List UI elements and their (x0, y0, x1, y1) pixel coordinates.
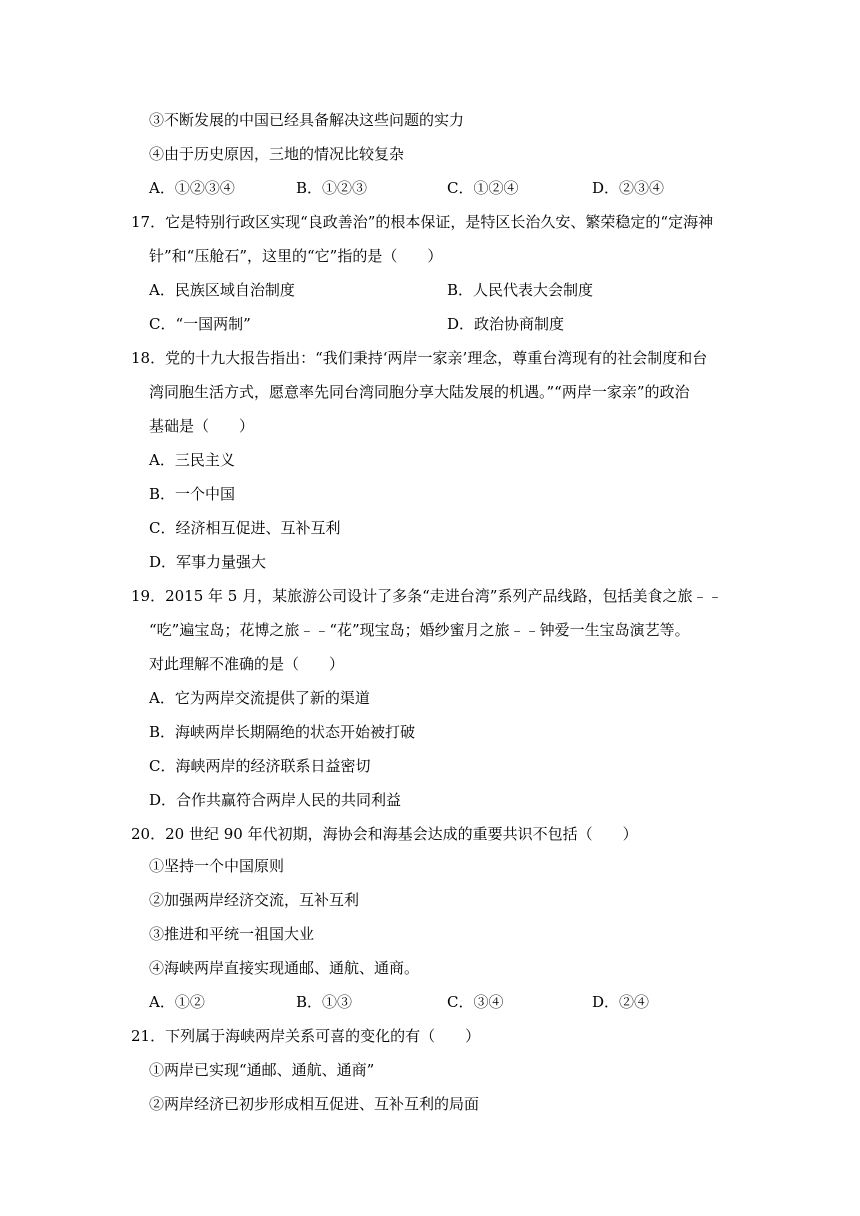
q18-stem-line-2: 湾同胞生活方式，愿意率先同台湾同胞分享大陆发展的机遇。”“两岸一家亲”的政治 (149, 383, 690, 401)
q16-option-c: C．①②④ (447, 179, 519, 197)
q21-statement-1: ①两岸已实现“通邮、通航、通商” (149, 1061, 375, 1079)
q20-stem-line-1: 20．20 世纪 90 年代初期，海协会和海基会达成的重要共识不包括（ ） (131, 825, 638, 843)
q16-option-a: A．①②③④ (149, 179, 235, 197)
q19-option-b: B．海峡两岸长期隔绝的状态开始被打破 (149, 723, 416, 741)
q17-stem-line-2: 针”和“压舱石”，这里的“它”指的是（ ） (149, 247, 443, 265)
q17-option-b: B．人民代表大会制度 (447, 281, 594, 299)
q19-option-d: D．合作共赢符合两岸人民的共同利益 (149, 791, 402, 809)
q18-option-d: D．军事力量强大 (149, 553, 267, 571)
q17-option-d: D．政治协商制度 (447, 315, 565, 333)
q20-option-a: A．①② (149, 993, 205, 1011)
q19-stem-line-1: 19．2015 年 5 月，某旅游公司设计了多条“走进台湾”系列产品线路，包括美食之旅﹣﹣ (131, 587, 723, 605)
q18-stem-line-3: 基础是（ ） (149, 417, 255, 435)
q19-option-c: C．海峡两岸的经济联系日益密切 (149, 757, 371, 775)
q16-option-b: B．①②③ (296, 179, 368, 197)
q18-stem-line-1: 18．党的十九大报告指出：“我们秉持‘两岸一家亲’理念，尊重台湾现有的社会制度和台 (131, 349, 708, 367)
q20-statement-3: ③推进和平统一祖国大业 (149, 925, 315, 943)
q18-option-a: A．三民主义 (149, 451, 235, 469)
q18-option-c: C．经济相互促进、互补互利 (149, 519, 341, 537)
q18-option-b: B．一个中国 (149, 485, 236, 503)
q16-statement-3: ③不断发展的中国已经具备解决这些问题的实力 (149, 111, 465, 129)
q21-stem-line-1: 21．下列属于海峡两岸关系可喜的变化的有（ ） (131, 1027, 481, 1045)
q20-option-d: D．②④ (592, 993, 650, 1011)
q20-statement-1: ①坚持一个中国原则 (149, 857, 285, 875)
q16-option-d: D．②③④ (592, 179, 665, 197)
q20-statement-4: ④海峡两岸直接实现通邮、通航、通商。 (149, 959, 420, 977)
q20-option-c: C．③④ (447, 993, 504, 1011)
q17-option-c: C．“一国两制” (149, 315, 251, 333)
q19-stem-line-3: 对此理解不准确的是（ ） (149, 655, 345, 673)
q20-statement-2: ②加强两岸经济交流，互补互利 (149, 891, 360, 909)
q17-option-a: A．民族区域自治制度 (149, 281, 295, 299)
q17-stem-line-1: 17．它是特别行政区实现“良政善治”的根本保证，是特区长治久安、繁荣稳定的“定海神 (131, 213, 714, 231)
q16-statement-4: ④由于历史原因，三地的情况比较复杂 (149, 145, 405, 163)
q21-statement-2: ②两岸经济已初步形成相互促进、互补互利的局面 (149, 1095, 480, 1113)
q19-option-a: A．它为两岸交流提供了新的渠道 (149, 689, 370, 707)
q19-stem-line-2: “吃”遍宝岛；花博之旅﹣﹣“花”现宝岛；婚纱蜜月之旅﹣﹣钟爱一生宝岛演艺等。 (149, 621, 690, 639)
q20-option-b: B．①③ (296, 993, 353, 1011)
